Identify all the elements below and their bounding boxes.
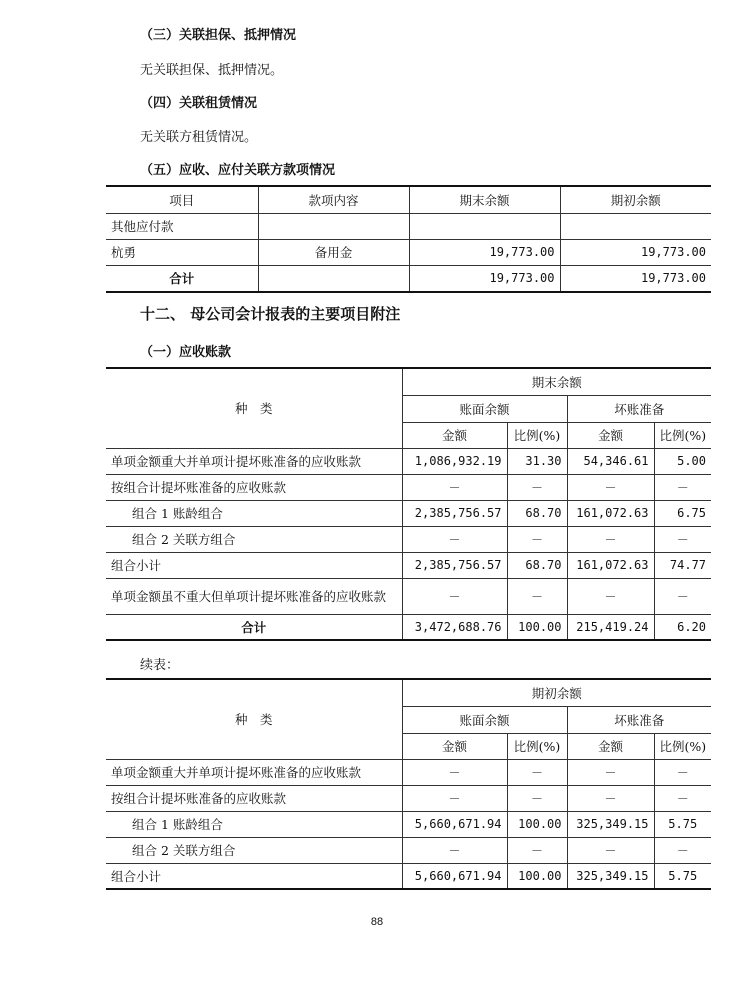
amount-header: 金额 [567, 422, 654, 448]
table-row [106, 474, 711, 500]
cell-item: 其他应付款 [106, 213, 258, 239]
bad-debt-amount: － [567, 526, 654, 552]
table-row [106, 837, 711, 863]
bad-debt-header: 坏账准备 [567, 706, 711, 733]
table-row [106, 448, 711, 474]
bad-debt-ratio: 5.75 [654, 863, 711, 889]
bad-debt-amount: 161,072.63 [567, 500, 654, 526]
bad-debt-amount: 54,346.61 [567, 448, 654, 474]
book-balance-header: 账面余额 [402, 706, 567, 733]
book-amount: － [402, 785, 507, 811]
row-label: 组合 2 关联方组合 [106, 526, 402, 552]
header-begin-balance: 期初余额 [560, 186, 711, 213]
lease-text: 无关联方租赁情况。 [140, 130, 258, 145]
bad-debt-ratio: 5.75 [654, 811, 711, 837]
bad-debt-ratio: － [654, 759, 711, 785]
guarantee-heading: （三）关联担保、抵押情况 [140, 28, 297, 43]
book-ratio: 100.00 [507, 614, 567, 640]
cell-content [258, 265, 409, 292]
major-heading: 十二、 母公司会计报表的主要项目附注 [140, 305, 401, 323]
row-label: 组合 1 账龄组合 [106, 811, 402, 837]
related-party-table [106, 185, 711, 293]
cell-item: 合计 [106, 265, 258, 292]
header-item: 项目 [106, 186, 258, 213]
bad-debt-ratio: － [654, 526, 711, 552]
row-label: 合计 [106, 614, 402, 640]
row-label: 按组合计提坏账准备的应收账款 [106, 474, 402, 500]
category-header: 种 类 [106, 368, 402, 448]
book-ratio: － [507, 474, 567, 500]
book-amount: 2,385,756.57 [402, 552, 507, 578]
ratio-header: 比例(%) [654, 422, 711, 448]
row-label: 单项金额虽不重大但单项计提坏账准备的应收账款 [106, 578, 402, 614]
continued-label: 续表： [140, 658, 180, 673]
table-total-row [106, 265, 711, 292]
book-amount: － [402, 837, 507, 863]
bad-debt-amount: 161,072.63 [567, 552, 654, 578]
table-row [106, 863, 711, 889]
table-header-row [106, 186, 711, 213]
row-label: 单项金额重大并单项计提坏账准备的应收账款 [106, 448, 402, 474]
bad-debt-amount: － [567, 474, 654, 500]
bad-debt-ratio: － [654, 785, 711, 811]
row-label: 组合 1 账龄组合 [106, 500, 402, 526]
bad-debt-amount: 325,349.15 [567, 863, 654, 889]
receivable-heading: （五）应收、应付关联方款项情况 [140, 163, 336, 178]
book-amount: 5,660,671.94 [402, 863, 507, 889]
table-row [106, 785, 711, 811]
row-label: 按组合计提坏账准备的应收账款 [106, 785, 402, 811]
cell-begin: 19,773.00 [560, 239, 711, 265]
table-row [106, 759, 711, 785]
book-ratio: 31.30 [507, 448, 567, 474]
row-label: 组合小计 [106, 552, 402, 578]
amount-header: 金额 [567, 733, 654, 759]
bad-debt-amount: － [567, 785, 654, 811]
book-ratio: 100.00 [507, 863, 567, 889]
ar-end-table [106, 367, 711, 641]
ratio-header: 比例(%) [507, 422, 567, 448]
category-header: 种 类 [106, 679, 402, 759]
book-amount: － [402, 759, 507, 785]
table-row [106, 552, 711, 578]
book-ratio: － [507, 759, 567, 785]
period-header: 期初余额 [402, 679, 711, 706]
cell-begin: 19,773.00 [560, 265, 711, 292]
cell-content [258, 213, 409, 239]
guarantee-text: 无关联担保、抵押情况。 [140, 63, 284, 78]
book-ratio: 100.00 [507, 811, 567, 837]
bad-debt-header: 坏账准备 [567, 395, 711, 422]
book-ratio: 68.70 [507, 500, 567, 526]
book-amount: 2,385,756.57 [402, 500, 507, 526]
bad-debt-amount: 215,419.24 [567, 614, 654, 640]
table-total-row [106, 614, 711, 640]
row-label: 单项金额重大并单项计提坏账准备的应收账款 [106, 759, 402, 785]
book-amount: 3,472,688.76 [402, 614, 507, 640]
header-content: 款项内容 [258, 186, 409, 213]
bad-debt-ratio: 6.75 [654, 500, 711, 526]
cell-end: 19,773.00 [409, 265, 560, 292]
book-ratio: － [507, 578, 567, 614]
book-ratio: － [507, 837, 567, 863]
ratio-header: 比例(%) [654, 733, 711, 759]
table-row [106, 213, 711, 239]
book-amount: 1,086,932.19 [402, 448, 507, 474]
bad-debt-amount: － [567, 759, 654, 785]
cell-end [409, 213, 560, 239]
book-amount: － [402, 578, 507, 614]
bad-debt-ratio: － [654, 578, 711, 614]
book-ratio: 68.70 [507, 552, 567, 578]
ratio-header: 比例(%) [507, 733, 567, 759]
ar-heading: （一）应收账款 [140, 345, 232, 360]
table-row [106, 500, 711, 526]
table-row [106, 811, 711, 837]
bad-debt-ratio: － [654, 474, 711, 500]
period-header: 期末余额 [402, 368, 711, 395]
header-end-balance: 期末余额 [409, 186, 560, 213]
row-label: 组合 2 关联方组合 [106, 837, 402, 863]
ar-begin-table [106, 678, 711, 890]
page-number: 88 [370, 916, 384, 928]
lease-heading: （四）关联租赁情况 [140, 96, 258, 111]
amount-header: 金额 [402, 733, 507, 759]
book-amount: － [402, 474, 507, 500]
cell-item: 杭勇 [106, 239, 258, 265]
book-ratio: － [507, 785, 567, 811]
bad-debt-ratio: 5.00 [654, 448, 711, 474]
table-row [106, 526, 711, 552]
row-label: 组合小计 [106, 863, 402, 889]
bad-debt-ratio: 6.20 [654, 614, 711, 640]
amount-header: 金额 [402, 422, 507, 448]
book-ratio: － [507, 526, 567, 552]
book-amount: － [402, 526, 507, 552]
table-row [106, 239, 711, 265]
bad-debt-ratio: － [654, 837, 711, 863]
cell-begin [560, 213, 711, 239]
book-amount: 5,660,671.94 [402, 811, 507, 837]
bad-debt-amount: － [567, 837, 654, 863]
bad-debt-amount: － [567, 578, 654, 614]
cell-end: 19,773.00 [409, 239, 560, 265]
bad-debt-ratio: 74.77 [654, 552, 711, 578]
book-balance-header: 账面余额 [402, 395, 567, 422]
cell-content: 备用金 [258, 239, 409, 265]
table-row [106, 578, 711, 614]
bad-debt-amount: 325,349.15 [567, 811, 654, 837]
